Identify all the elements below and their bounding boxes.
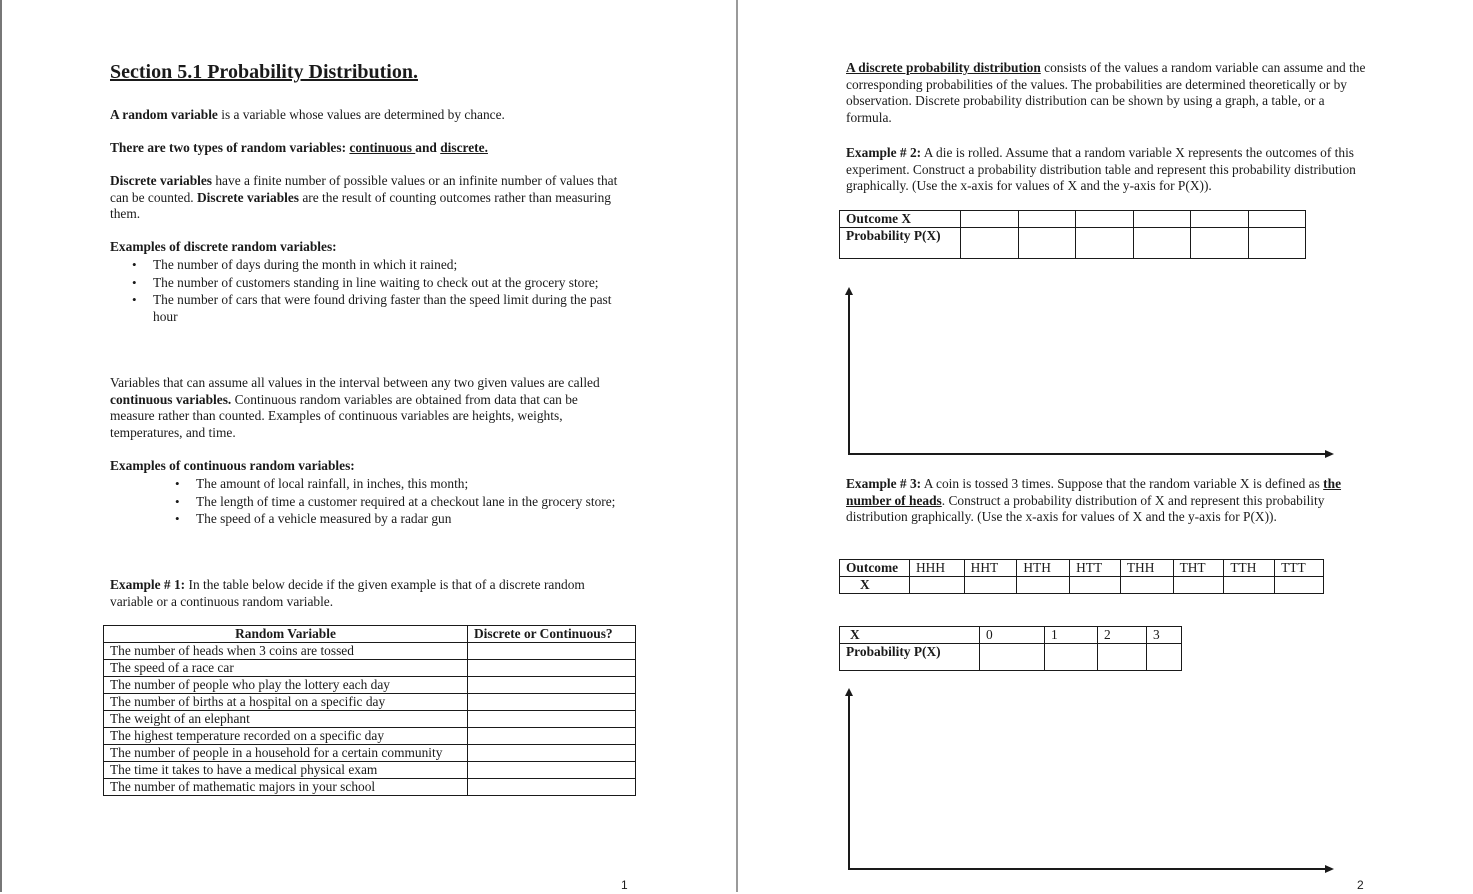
random-variable-definition <box>110 107 630 124</box>
example3-outcome-table <box>839 559 1324 594</box>
answer-cell[interactable] <box>468 694 636 711</box>
example3-distribution-table <box>839 626 1182 671</box>
x-value-cell: 1 <box>1045 627 1098 644</box>
answer-cell[interactable] <box>468 779 636 796</box>
table-row <box>104 728 636 745</box>
table-row <box>840 644 1182 671</box>
example2-table <box>839 210 1306 259</box>
text: There are two types of random variables: <box>110 140 350 155</box>
table-row <box>104 694 636 711</box>
answer-cell[interactable] <box>468 643 636 660</box>
cell-variable: The number of births at a hospital on a specific day <box>104 694 468 711</box>
blank-cell[interactable] <box>1098 644 1147 671</box>
term: A discrete probability distribution <box>846 60 1041 75</box>
discrete-examples-heading: Examples of discrete random variables: <box>110 239 337 254</box>
example1-table <box>103 625 636 796</box>
text: . Construct a probability distribution of X and represent this probability distribution graphically. (Use the x-axis for values of X and the y-axis for P(X)). <box>846 492 1325 525</box>
x-value-cell: 3 <box>1147 627 1182 644</box>
blank-cell[interactable] <box>961 211 1019 228</box>
table-row <box>840 211 1306 228</box>
answer-cell[interactable] <box>468 677 636 694</box>
row-label: Probability P(X) <box>840 228 961 259</box>
y-axis <box>848 695 850 870</box>
answer-cell[interactable] <box>468 728 636 745</box>
text: Continuous random variables are obtained from data that can be measure rather than counted. Examples of continuous variables are heights, weights, temperatures, and time. <box>110 391 578 440</box>
blank-cell[interactable] <box>1191 228 1249 259</box>
text: Variables that can assume all values in the interval between any two given values are called <box>110 375 600 390</box>
table-row <box>840 577 1324 594</box>
answer-cell[interactable] <box>468 660 636 677</box>
text: is a variable whose values are determined by chance. <box>217 107 505 122</box>
table-row <box>104 745 636 762</box>
text: In the table below decide if the given example is that of a discrete random variable or a continuous random variable. <box>110 577 585 609</box>
cell-variable: The time it takes to have a medical physical exam <box>104 762 468 779</box>
blank-cell[interactable] <box>1120 577 1173 594</box>
blank-cell[interactable] <box>964 577 1017 594</box>
term: the number of heads <box>846 476 1342 508</box>
blank-cell[interactable] <box>1224 577 1275 594</box>
table-row <box>104 711 636 728</box>
blank-cell[interactable] <box>1018 228 1076 259</box>
blank-cell[interactable] <box>1275 577 1324 594</box>
answer-cell[interactable] <box>468 745 636 762</box>
term-discrete: discrete. <box>440 140 488 155</box>
blank-cell[interactable] <box>1076 228 1134 259</box>
continuous-examples-list <box>196 476 626 528</box>
list-item: • The number of cars that were found driving faster than the speed limit during the past hour <box>153 292 628 325</box>
column-header: Discrete or Continuous? <box>468 626 636 643</box>
x-value-cell: 2 <box>1098 627 1147 644</box>
text: have a finite number of possible values or an infinite number of values that can be counted. <box>110 173 618 205</box>
table-row <box>104 643 636 660</box>
blank-cell[interactable] <box>1017 577 1070 594</box>
table-row <box>104 762 636 779</box>
outcome-cell: THT <box>1173 560 1224 577</box>
page-divider <box>736 0 738 892</box>
y-axis <box>848 294 850 454</box>
blank-cell[interactable] <box>1191 211 1249 228</box>
list-item: • The number of customers standing in line waiting to check out at the grocery store; <box>153 275 628 292</box>
blank-cell[interactable] <box>980 644 1045 671</box>
blank-cell[interactable] <box>1248 211 1306 228</box>
term: A random variable <box>110 107 218 122</box>
row-label: X <box>840 577 910 594</box>
text: consists of the values a random variable can assume and the corresponding probabilities of the values. The probabilities are determined theoretically or by observation. Discrete probability distribution can be shown by using a graph, a table, or a formula. <box>846 60 1366 125</box>
outcome-cell: TTT <box>1275 560 1324 577</box>
text: and <box>415 140 437 155</box>
term-continuous: continuous <box>349 140 416 155</box>
blank-cell[interactable] <box>961 228 1019 259</box>
example3-prompt <box>846 476 1368 526</box>
blank-cell[interactable] <box>1248 228 1306 259</box>
blank-cell[interactable] <box>1133 228 1191 259</box>
continuous-examples-heading: Examples of continuous random variables: <box>110 458 355 473</box>
column-header: Random Variable <box>104 626 468 643</box>
table-row <box>840 560 1324 577</box>
outcome-cell: HHT <box>964 560 1017 577</box>
example2-prompt <box>846 145 1368 195</box>
answer-cell[interactable] <box>468 762 636 779</box>
example-label: Example # 3: <box>846 476 922 491</box>
row-label: Outcome X <box>840 211 961 228</box>
text: A coin is tossed 3 times. Suppose that the random variable X is defined as <box>921 476 1324 491</box>
example-label: Example # 2: <box>846 145 922 160</box>
list-item: • The number of days during the month in which it rained; <box>153 257 628 274</box>
blank-cell[interactable] <box>1147 644 1182 671</box>
cell-variable: The highest temperature recorded on a specific day <box>104 728 468 745</box>
x-value-cell: 0 <box>980 627 1045 644</box>
answer-cell[interactable] <box>468 711 636 728</box>
x-axis-arrow <box>1325 865 1334 873</box>
cell-variable: The number of people in a household for a certain community <box>104 745 468 762</box>
outcome-cell: TTH <box>1224 560 1275 577</box>
term: continuous variables. <box>110 391 232 407</box>
example-label: Example # 1: <box>110 577 186 592</box>
outcome-cell: HHH <box>910 560 965 577</box>
blank-cell[interactable] <box>1133 211 1191 228</box>
text: A die is rolled. Assume that a random variable X represents the outcomes of this experiment. Construct a probability distribution table and represent this probability distribution graphically. (Use the x-axis for values of X and the y-axis for P(X)). <box>846 145 1356 194</box>
example1-prompt <box>110 577 630 610</box>
page-frame-left <box>0 0 2 892</box>
blank-cell[interactable] <box>1045 644 1098 671</box>
list-item: • The length of time a customer required at a checkout lane in the grocery store; <box>196 494 626 511</box>
outcome-cell: THH <box>1120 560 1173 577</box>
cell-variable: The speed of a race car <box>104 660 468 677</box>
x-axis <box>848 868 1326 870</box>
page-number: 2 <box>1357 878 1364 892</box>
discrete-examples-list <box>153 257 628 325</box>
row-label: X <box>840 627 980 644</box>
blank-cell[interactable] <box>910 577 965 594</box>
x-axis <box>848 453 1326 455</box>
types-statement <box>110 140 630 157</box>
row-label: Outcome <box>840 560 910 577</box>
blank-cell[interactable] <box>1070 577 1121 594</box>
blank-cell[interactable] <box>1076 211 1134 228</box>
table-row <box>840 228 1306 259</box>
table-row <box>104 677 636 694</box>
outcome-cell: HTH <box>1017 560 1070 577</box>
discrete-definition <box>110 173 630 223</box>
dpd-definition <box>846 60 1368 126</box>
row-label: Probability P(X) <box>840 644 980 671</box>
text: are the result of counting outcomes rather than measuring them. <box>110 189 611 222</box>
cell-variable: The number of people who play the lottery each day <box>104 677 468 694</box>
page-number: 1 <box>621 878 628 892</box>
blank-cell[interactable] <box>1018 211 1076 228</box>
page-title: Section 5.1 Probability Distribution. <box>110 61 418 83</box>
term: Discrete variables <box>110 173 213 188</box>
table-row <box>104 660 636 677</box>
table-row <box>104 779 636 796</box>
x-axis-arrow <box>1325 450 1334 458</box>
table-header-row <box>104 626 636 643</box>
continuous-definition <box>110 375 620 441</box>
term: Discrete variables <box>197 189 300 205</box>
cell-variable: The weight of an elephant <box>104 711 468 728</box>
cell-variable: The number of heads when 3 coins are tossed <box>104 643 468 660</box>
cell-variable: The number of mathematic majors in your school <box>104 779 468 796</box>
outcome-cell: HTT <box>1070 560 1121 577</box>
list-item: • The amount of local rainfall, in inches, this month; <box>196 476 626 493</box>
table-row <box>840 627 1182 644</box>
blank-cell[interactable] <box>1173 577 1224 594</box>
list-item: • The speed of a vehicle measured by a radar gun <box>196 511 626 528</box>
